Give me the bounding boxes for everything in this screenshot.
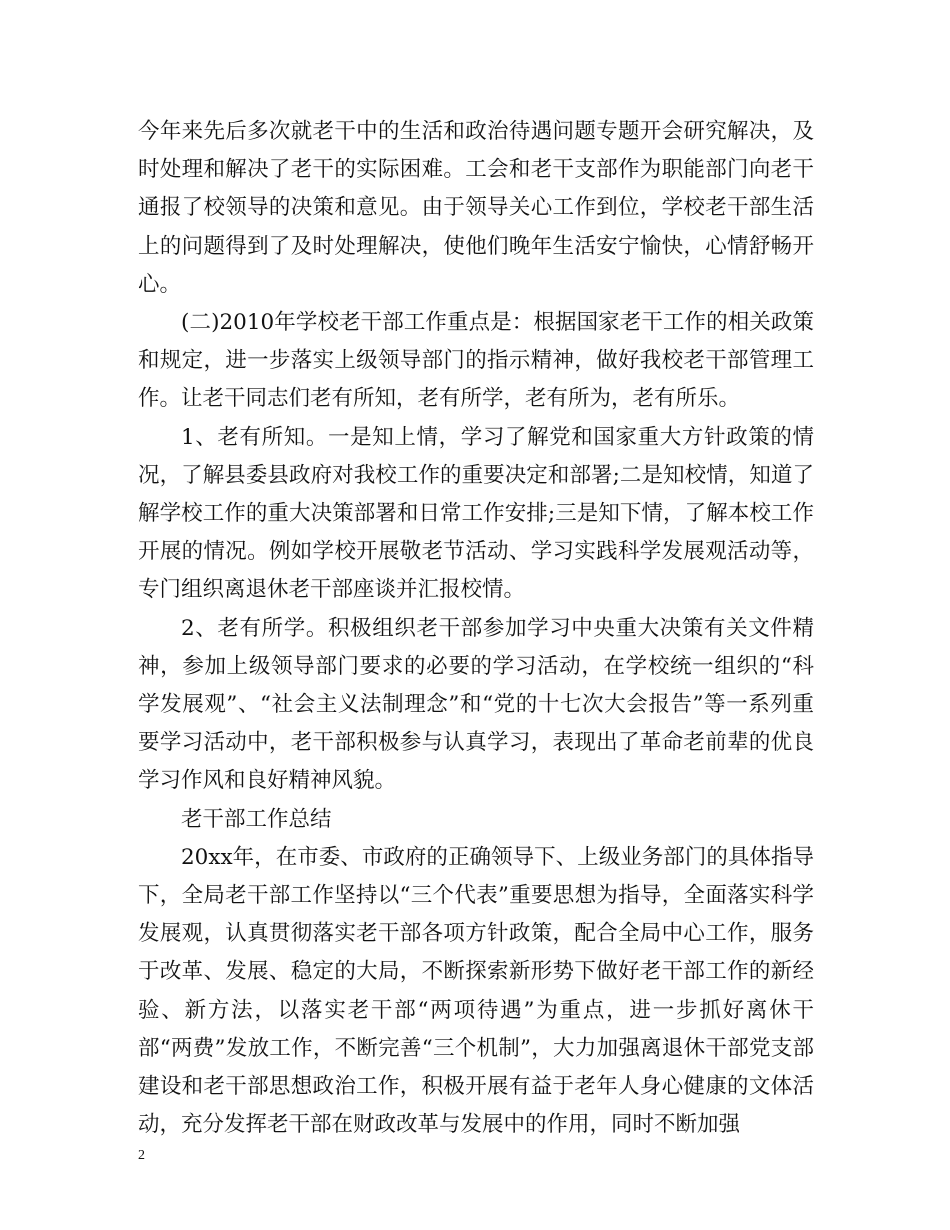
paragraph-3: 1、老有所知。一是知上情，学习了解党和国家重大方针政策的情况，了解县委县政府对我校工作的重要决定和部署;二是知校情，知道了解学校工作的重大决策部署和日常工作安排;三是知下情，了解本校工作开展的情况。例如学校开展敬老节活动、学习实践科学发展观活动等，专门组织离退休老干部座谈并汇报校情。 (138, 424, 814, 603)
paragraph-2: (二)2010年学校老干部工作重点是：根据国家老干工作的相关政策和规定，进一步落实上级领导部门的指示精神，做好我校老干部管理工作。让老干同志们老有所知，老有所学，老有所为，老有所乐。 (138, 310, 814, 412)
paragraph-1: 今年来先后多次就老干中的生活和政治待遇问题专题开会研究解决，及时处理和解决了老干的实际困难。工会和老干支部作为职能部门向老干通报了校领导的决策和意见。由于领导关心工作到位，学校老干部生活上的问题得到了及时处理解决，使他们晚年生活安宁愉快，心情舒畅开心。 (138, 119, 814, 297)
paragraph-5: 20xx年，在市委、市政府的正确领导下、上级业务部门的具体指导下，全局老干部工作坚持以“三个代表”重要思想为指导，全面落实科学发展观，认真贯彻落实老干部各项方针政策，配合全局中心工作，服务于改革、发展、稳定的大局，不断探索新形势下做好老干部工作的新经验、新方法，以落实老干部“两项待遇”为重点，进一步抓好离休干部“两费”发放工作，不断完善“三个机制”，大力加强离退休干部党支部建设和老干部思想政治工作，积极开展有益于老年人身心健康的文体活动，充分发挥老干部在财政改革与发展中的作用，同时不断加强 (138, 844, 814, 1138)
page-number: 2 (138, 1148, 145, 1163)
section-heading: 老干部工作总结 (181, 806, 332, 832)
document-body (138, 113, 814, 1144)
paragraph-4: 2、老有所学。积极组织老干部参加学习中央重大决策有关文件精神，参加上级领导部门要求的必要的学习活动，在学校统一组织的“科学发展观”、“社会主义法制理念”和“党的十七次大会报告”等一系列重要学习活动中，老干部积极参与认真学习，表现出了革命老前辈的优良学习作风和良好精神风貌。 (138, 615, 814, 794)
